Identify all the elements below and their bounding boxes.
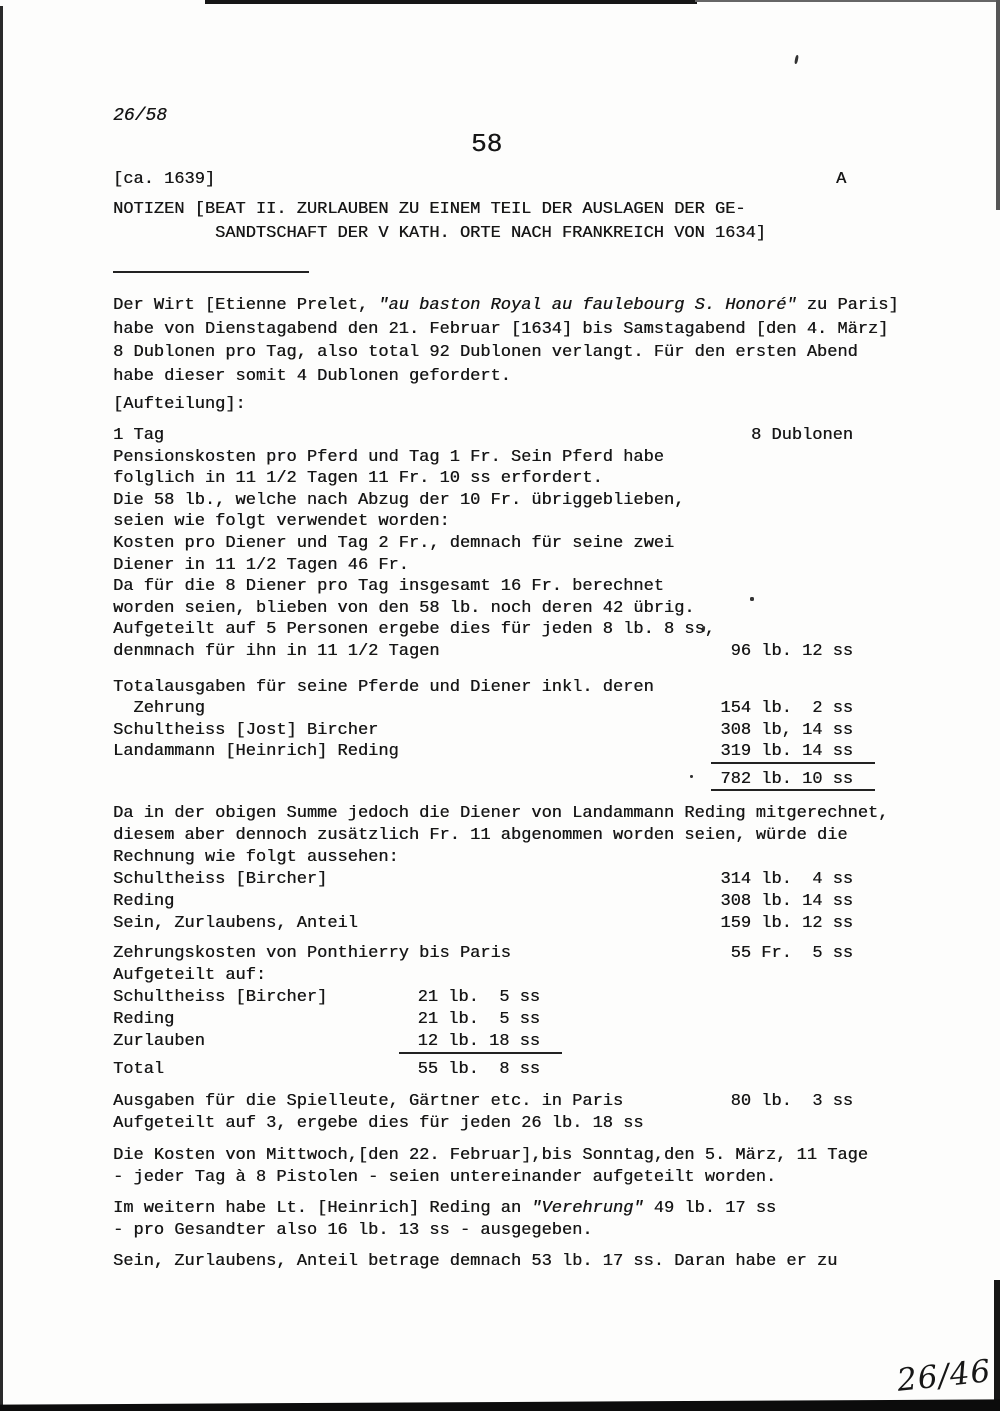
sum-amount: 782 lb. 10 ss (720, 770, 853, 789)
paragraph-line: - jeder Tag à 8 Pistolen - seien untereinander aufgeteilt worden. (113, 1168, 777, 1187)
ledger-row (113, 642, 853, 664)
intro-paragraph (113, 296, 899, 390)
row-amount-mid: 12 lb. 18 ss (417, 1032, 540, 1051)
row-amount: 308 lb, 14 ss (720, 720, 853, 740)
row-amount: 80 lb. 3 ss (730, 1092, 853, 1111)
scan-artifact-top-band (205, 0, 697, 4)
ledger-row: Aufgeteilt auf: (113, 966, 267, 985)
total-amount: 55 lb. 8 ss (417, 1060, 540, 1079)
closing-line: Sein, Zurlaubens, Anteil betrage demnach 53 lb. 17 ss. Daran habe er zu (113, 1252, 838, 1271)
ledger-row: Aufgeteilt auf 5 Personen ergebe dies für jeden 8 lb. 8 ss, (113, 620, 715, 640)
row-text: Sein, Zurlaubens, Anteil (113, 914, 358, 933)
paragraph-line (113, 1199, 853, 1221)
ledger-row: Da für die 8 Diener pro Tag insgesamt 16 Fr. berechnet (113, 577, 664, 597)
spielleute-block (113, 1092, 853, 1136)
row-amount: 154 lb. 2 ss (720, 699, 853, 719)
scan-artifact-top-band-light (695, 0, 1000, 2)
row-text: Landammann [Heinrich] Reding (113, 742, 399, 762)
page-number: 58 (471, 129, 503, 159)
total-label: Total (113, 1060, 165, 1079)
row-amount: 319 lb. 14 ss (720, 742, 853, 762)
paragraph-line: - pro Gesandter also 16 lb. 13 ss - ausgegeben. (113, 1221, 593, 1240)
intro-line: 8 Dublonen pro Tag, also total 92 Dublonen verlangt. Für den ersten Abend (113, 343, 858, 362)
scan-artifact-right-line-top (996, 0, 1000, 210)
ledger-row: folglich in 11 1/2 Tagen 11 Fr. 10 ss erfordert. (113, 469, 603, 489)
kosten-paragraph (113, 1146, 868, 1190)
ledger-row: Totalausgaben für seine Pferde und Diener inkl. deren (113, 678, 654, 697)
ledger-row (113, 870, 853, 892)
zehrung-ledger (113, 944, 853, 1054)
row-amount-mid: 21 lb. 5 ss (417, 1010, 540, 1029)
paragraph-text-italic: "Verehrung" (531, 1199, 644, 1218)
ledger-row: Aufgeteilt auf 3, ergebe dies für jeden 26 lb. 18 ss (113, 1114, 644, 1133)
row-text: Zurlauben (113, 1032, 205, 1051)
row-text: denmnach für ihn in 11 1/2 Tagen (113, 641, 440, 661)
ledger-row: Kosten pro Diener und Tag 2 Fr., demnach für seine zwei (113, 533, 675, 553)
row-text: Reding (113, 1010, 175, 1029)
row-text: 1 Tag (113, 426, 165, 445)
scan-artifact-right-line-bottom (994, 1280, 1000, 1411)
handwritten-ref: 26/46 (895, 1353, 993, 1399)
paragraph-line: Die Kosten von Mittwoch,[den 22. Februar],bis Sonntag,den 5. März, 11 Tage (113, 1146, 868, 1165)
ledger-row (113, 721, 853, 742)
sum-rule-top (711, 762, 875, 764)
ledger-row (113, 944, 853, 966)
ledger-row (113, 699, 853, 720)
row-text: Schultheiss [Bircher] (113, 988, 328, 1007)
row-text: Ausgaben für die Spielleute, Gärtner etc. in Paris (113, 1092, 624, 1111)
intro-line: habe dieser somit 4 Dublonen gefordert. (113, 366, 511, 386)
ledger-row (113, 914, 853, 936)
totals-ledger (113, 678, 853, 764)
title-line-1: NOTIZEN [BEAT II. ZURLAUBEN ZU EINEM TEIL DER AUSLAGEN DER GE- (113, 200, 746, 219)
row-amount: 8 Dublonen (750, 426, 853, 445)
revised-ledger (113, 804, 889, 936)
scan-speck (690, 775, 693, 778)
header-rule (113, 271, 309, 273)
date-label: [ca. 1639] (113, 170, 216, 189)
ledger-row (113, 988, 853, 1010)
row-amount: 55 Fr. 5 ss (730, 944, 853, 963)
intro-line: habe von Dienstagabend den 21. Februar [1634] bis Samstagabend [den 4. März] (113, 319, 889, 339)
intro-text-italic: "au baston Royal au faulebourg S. Honoré" (378, 296, 797, 315)
ledger-row: worden seien, blieben von den 58 lb. noch deren 42 übrig. (113, 598, 695, 618)
ledger-row: Rechnung wie folgt aussehen: (113, 848, 399, 867)
row-text: Reding (113, 892, 175, 911)
row-text: Schultheiss [Jost] Bircher (113, 720, 379, 740)
doc-letter: A (836, 170, 847, 189)
ledger-row: seien wie folgt verwendet worden: (113, 512, 450, 532)
ledger-row: Diener in 11 1/2 Tagen 46 Fr. (113, 555, 409, 575)
row-amount: 96 lb. 12 ss (730, 641, 853, 661)
zehrung-total-row (113, 1060, 853, 1079)
scan-artifact-left-line (0, 6, 3, 1411)
row-amount: 314 lb. 4 ss (720, 870, 853, 889)
ledger-row (113, 1010, 853, 1032)
intro-line (113, 296, 899, 320)
row-text: Zehrungskosten von Ponthierry bis Paris (113, 944, 511, 963)
title-line-2: SANDTSCHAFT DER V KATH. ORTE NACH FRANKREICH VON 1634] (215, 224, 766, 243)
ledger-row: Pensionskosten pro Pferd und Tag 1 Fr. Sein Pferd habe (113, 447, 664, 467)
scan-artifact-bottom-band (0, 1399, 1000, 1411)
corner-ref: 26/58 (113, 106, 168, 126)
row-text: Zehrung (113, 699, 205, 719)
aufteilung-heading: [Aufteilung]: (113, 395, 246, 414)
ledger-row (113, 1092, 853, 1114)
ledger-row (113, 742, 853, 763)
paragraph-text: 49 lb. 17 ss (643, 1199, 777, 1218)
aufteilung-ledger (113, 426, 853, 664)
sum-rule-bottom (711, 789, 875, 791)
row-amount: 159 lb. 12 ss (720, 914, 853, 933)
intro-text: Der Wirt [Etienne Prelet, (113, 296, 379, 315)
scan-speck (794, 55, 799, 64)
paragraph-text: Im weitern habe Lt. [Heinrich] Reding an (113, 1199, 532, 1218)
ledger-row: diesem aber dennoch zusätzlich Fr. 11 abgenommen worden seien, würde die (113, 826, 848, 845)
zehrung-total-rule (399, 1052, 562, 1054)
verehrung-paragraph (113, 1199, 853, 1243)
row-amount-mid: 21 lb. 5 ss (417, 988, 540, 1007)
row-text: Schultheiss [Bircher] (113, 870, 328, 889)
ledger-row: Da in der obigen Summe jedoch die Diener von Landammann Reding mitgerechnet, (113, 804, 889, 823)
ledger-row (113, 892, 853, 914)
ledger-row (113, 426, 853, 448)
row-amount: 308 lb. 14 ss (720, 892, 853, 911)
ledger-row (113, 1032, 853, 1054)
ledger-row: Die 58 lb., welche nach Abzug der 10 Fr. übriggeblieben, (113, 490, 685, 510)
intro-text: zu Paris] (796, 296, 899, 315)
